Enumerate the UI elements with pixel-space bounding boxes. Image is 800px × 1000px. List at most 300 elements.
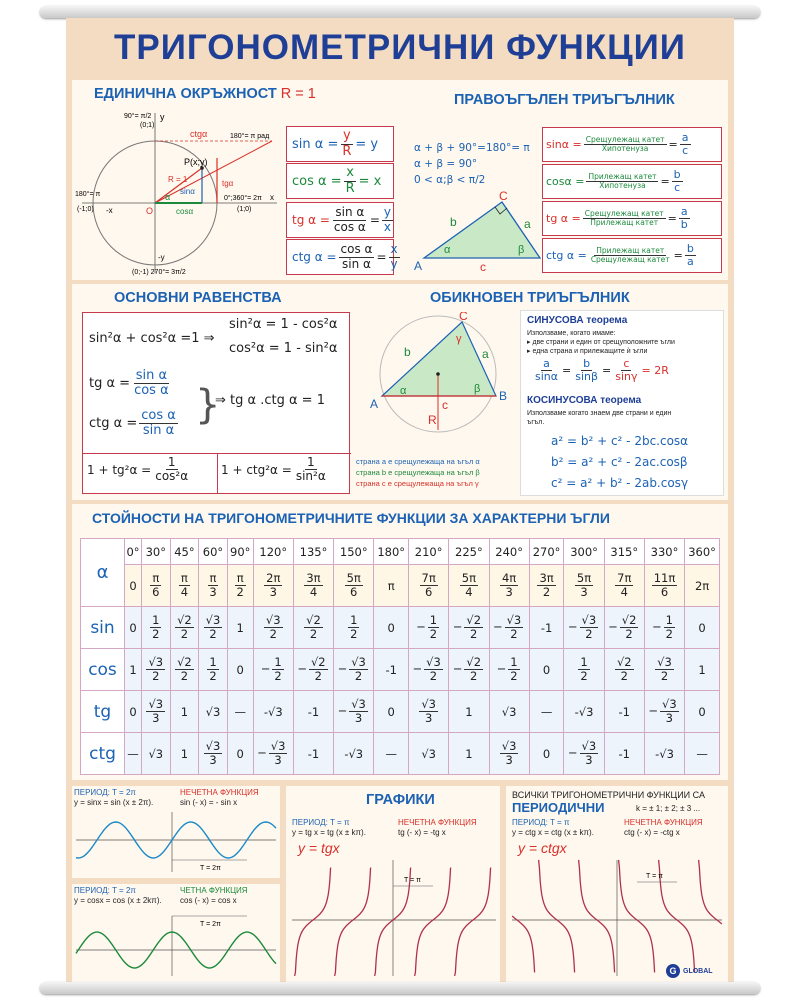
- cosine-theorem-line-1: Използваме когато знаем две страни и един: [527, 410, 672, 417]
- ctg-branch: [659, 860, 695, 972]
- value-cell: 0: [529, 649, 564, 691]
- value-cell: 1: [449, 733, 489, 775]
- label-x: x: [270, 193, 274, 202]
- value-cell: 1: [449, 691, 489, 733]
- sine-a: a: [543, 357, 550, 370]
- label-0-360: 0°;360°= 2π: [224, 195, 262, 202]
- value-cell: -1: [293, 691, 333, 733]
- basic-identities-box: [82, 312, 350, 494]
- row-cos: [81, 649, 720, 691]
- value-cell: 1: [227, 607, 253, 649]
- note-side-b: страна b е срещулежаща на ъгъл β: [356, 468, 480, 477]
- identity-tg-num: 1: [167, 455, 176, 469]
- brace-icon: }: [195, 382, 221, 428]
- degree-cell: 45°: [170, 539, 199, 565]
- value-numerator: 7π: [617, 571, 632, 586]
- formula-tg-num: sin α: [335, 205, 365, 220]
- minus-sign: −: [652, 620, 662, 634]
- value-denominator: 3: [505, 585, 513, 599]
- note-side-a: страна a е срещулежаща на ъгъл α: [356, 457, 480, 466]
- formula-cos-lhs: cos α =: [292, 173, 342, 189]
- value-denominator: 3: [152, 711, 160, 725]
- formula-cos-den: R: [345, 180, 355, 196]
- label-270: (0;-1) 270°= 3π/2: [132, 269, 186, 276]
- ot-vertex-c: C: [459, 312, 468, 323]
- formula-cos-num: x: [346, 165, 354, 181]
- ratio-den: c: [674, 181, 681, 194]
- ratio-num: b: [673, 167, 681, 181]
- value-denominator: 3: [585, 753, 593, 767]
- theorems-box: [520, 310, 724, 496]
- unit-circle-heading-text: ЕДИНИЧНА ОКРЪЖНОСТ: [94, 86, 277, 102]
- value-denominator: 4: [465, 585, 473, 599]
- value-numerator: 7π: [421, 571, 436, 586]
- value-cell: -√3: [253, 691, 293, 733]
- value-cell: -1: [529, 607, 564, 649]
- values-table-heading: СТОЙНОСТИ НА ТРИГОНОМЕТРИЧНИТЕ ФУНКЦИИ ЗА ХАРАКТЕРНИ ЪГЛИ: [92, 510, 610, 526]
- rt-angle-alpha: α: [444, 244, 451, 256]
- value-numerator: 11π: [653, 571, 676, 586]
- formula-ctg-lhs: ctg α =: [292, 250, 337, 264]
- top-hanger-rod: [40, 6, 760, 18]
- degree-cell: 225°: [449, 539, 489, 565]
- ot-side-a: a: [482, 347, 489, 361]
- ctg-branch: [699, 860, 722, 924]
- note-side-c: страна c е срещулежаща на ъгъл γ: [356, 479, 479, 488]
- cos-period-formula: y = cosx = cos (x ± 2kπ).: [74, 896, 162, 905]
- ratio-eq: =: [660, 175, 670, 188]
- section-graphs: [72, 786, 728, 982]
- ctg-def-num: cos α: [141, 408, 176, 423]
- ctg-graph-panel: [506, 786, 728, 982]
- value-cell: [644, 649, 684, 691]
- pythagorean-identity: sin²α + cos²α =1 ⇒: [89, 331, 215, 346]
- formula-ctg-unit: [286, 239, 398, 275]
- poster: [66, 18, 734, 986]
- value-numerator: π: [180, 571, 188, 586]
- value-numerator: 5π: [576, 571, 592, 586]
- ratio-num: b: [686, 241, 694, 255]
- periodic-note-line-2: ПЕРИОДИЧНИ: [512, 800, 605, 815]
- degree-cell: 300°: [564, 539, 604, 565]
- degree-cell: 180°: [374, 539, 409, 565]
- value-numerator: √3: [351, 655, 366, 670]
- ctg-period-title: ПЕРИОД: T = π: [512, 818, 570, 827]
- sin-graph-panel: [72, 786, 280, 878]
- tg-graph: [286, 856, 500, 980]
- degree-cell: 330°: [644, 539, 684, 565]
- sin-odd-title: НЕЧЕТНА ФУНКЦИЯ: [180, 788, 259, 797]
- degree-cell: 240°: [489, 539, 529, 565]
- value-cell: [449, 607, 489, 649]
- sine-theorem-bullet-2: ▸ една страна и прилежащите ѝ ъгли: [527, 348, 648, 355]
- formula-tg-den: cos α: [333, 219, 366, 234]
- formula-tg-eq: =: [369, 213, 380, 227]
- value-numerator: √3: [581, 613, 597, 628]
- rt-angle-beta: β: [518, 244, 525, 256]
- value-numerator: √2: [177, 655, 192, 670]
- value-cell: [334, 691, 374, 733]
- cosine-theorem-text: [527, 409, 671, 427]
- cos-period-label: T = 2π: [200, 921, 221, 928]
- globe-icon: G: [666, 964, 680, 978]
- minus-sign: −: [337, 662, 348, 676]
- ratio-num: a: [680, 204, 688, 218]
- minus-sign: −: [297, 662, 307, 676]
- rt-side-c: c: [480, 260, 486, 274]
- value-denominator: 2: [620, 669, 628, 683]
- publisher-logo: [666, 964, 713, 978]
- formula-cos-unit: [286, 163, 394, 199]
- value-denominator: 2: [429, 669, 438, 683]
- function-name-cell: ctg: [81, 733, 125, 775]
- ordinary-triangle-diagram: [362, 312, 514, 436]
- ctg-graph: [506, 856, 728, 980]
- pythagorean-sin-form: sin²α = 1 - cos²α: [229, 317, 338, 332]
- section-unit-circle-right-triangle: [72, 80, 728, 280]
- value-denominator: 2: [209, 627, 217, 641]
- ot-side-c: c: [442, 398, 448, 412]
- value-numerator: √3: [205, 613, 221, 628]
- ratio-num-words: Прилежащ катет: [588, 171, 657, 181]
- value-cell: 0: [374, 607, 409, 649]
- value-cell: [604, 607, 644, 649]
- ratio-den-words: Срещулежащ катет: [590, 255, 670, 264]
- bottom-hanger-rod: [40, 982, 760, 994]
- value-denominator: 2: [660, 669, 669, 683]
- ctg-definition: [89, 409, 180, 439]
- value-denominator: 3: [354, 711, 363, 725]
- degree-cell: 150°: [334, 539, 374, 565]
- degree-cell: 360°: [685, 539, 720, 565]
- value-denominator: 2: [625, 627, 633, 641]
- value-cell: -1: [374, 649, 409, 691]
- formula-sin-num: y: [343, 128, 351, 144]
- value-numerator: √3: [501, 739, 517, 754]
- value-cell: 0: [125, 691, 142, 733]
- value-denominator: 2: [510, 669, 518, 683]
- value-cell: [409, 691, 449, 733]
- value-denominator: 2: [269, 627, 277, 641]
- value-denominator: 2: [585, 627, 593, 641]
- divider-vertical: [217, 453, 218, 493]
- right-triangle-angle-facts: [414, 140, 530, 188]
- value-denominator: 2: [180, 669, 189, 683]
- value-numerator: 1: [274, 655, 282, 670]
- formula-tg-num2: y: [383, 205, 392, 220]
- value-numerator: 1: [510, 655, 518, 670]
- cos-period-title: ПЕРИОД: T = 2π: [74, 886, 136, 895]
- radian-cell: 0: [125, 565, 142, 607]
- label-y: y: [160, 112, 165, 122]
- label-alpha: α: [165, 192, 171, 202]
- label-ctg: ctgα: [190, 129, 208, 139]
- value-numerator: π: [209, 571, 217, 586]
- value-denominator: 2: [470, 669, 478, 683]
- tg-graph-label: y = tgx: [298, 840, 340, 856]
- value-numerator: √2: [466, 655, 482, 670]
- tg-odd-title: НЕЧЕТНА ФУНКЦИЯ: [398, 818, 477, 827]
- radian-cell: [227, 565, 253, 607]
- tg-graph-panel: [286, 786, 500, 982]
- value-cell: -√3: [334, 733, 374, 775]
- sine-c: c: [623, 357, 630, 370]
- value-numerator: 1: [665, 613, 673, 628]
- ot-vertex-b: B: [499, 389, 508, 403]
- value-denominator: 2: [542, 585, 551, 599]
- identity-ctg-den: sin²α: [295, 469, 326, 484]
- value-denominator: 2: [665, 627, 673, 641]
- ratio-den: a: [686, 255, 694, 268]
- ratio-num-words: Прилежащ катет: [596, 245, 665, 255]
- formula-ctg-den: sin α: [342, 256, 371, 271]
- tg-period-formula: y = tg x = tg (x ± kπ).: [292, 828, 366, 837]
- ot-angle-beta: β: [474, 383, 481, 395]
- value-numerator: √2: [310, 655, 326, 670]
- rt-vertex-c: C: [499, 190, 508, 203]
- value-cell: [564, 607, 604, 649]
- value-denominator: 3: [505, 753, 513, 767]
- value-numerator: 4π: [501, 571, 517, 586]
- value-cell: [253, 607, 293, 649]
- value-denominator: 4: [620, 585, 628, 599]
- value-denominator: 2: [152, 627, 160, 641]
- ot-angle-gamma: γ: [456, 333, 462, 345]
- ratio-box-0: [542, 127, 722, 162]
- formula-tg-den2: x: [383, 219, 392, 234]
- value-numerator: √3: [148, 697, 164, 712]
- value-numerator: √3: [148, 655, 164, 670]
- value-denominator: 3: [209, 585, 217, 599]
- label-90: 90°= π/2: [124, 113, 152, 120]
- ratio-box-3: [542, 238, 722, 273]
- ctg-odd-title: НЕЧЕТНА ФУНКЦИЯ: [624, 818, 703, 827]
- rt-side-b: b: [450, 215, 457, 229]
- formula-cos-rhs: = x: [358, 173, 382, 189]
- radian-cell: [564, 565, 604, 607]
- value-cell: [334, 649, 374, 691]
- function-name-cell: sin: [81, 607, 125, 649]
- value-denominator: 2: [350, 627, 358, 641]
- ratio-eq: =: [668, 138, 678, 151]
- radians-row: [81, 565, 720, 607]
- periodic-note-line-1: ВСИЧКИ ТРИГОНОМЕТРИЧНИ ФУНКЦИИ СА: [512, 790, 705, 800]
- value-cell: [449, 649, 489, 691]
- ctg-def-lhs: ctg α =: [89, 416, 138, 432]
- ratio-lhs: ctg α =: [546, 249, 587, 262]
- label-0-1: (0;1): [140, 122, 155, 129]
- value-denominator: 2: [510, 627, 518, 641]
- radian-cell: [199, 565, 228, 607]
- value-cell: [142, 691, 171, 733]
- minus-sign: −: [260, 662, 271, 676]
- radian-cell: 2π: [685, 565, 720, 607]
- tg-odd-formula: tg (- x) = -tg x: [398, 828, 446, 837]
- poster-title: ТРИГОНОМЕТРИЧНИ ФУНКЦИИ: [114, 28, 686, 67]
- degree-cell: 135°: [293, 539, 333, 565]
- radian-cell: [253, 565, 293, 607]
- value-denominator: 2: [236, 585, 244, 599]
- value-cell: 1: [125, 649, 142, 691]
- formula-sin-unit: [286, 126, 394, 162]
- value-cell: —: [374, 733, 409, 775]
- value-cell: √3: [409, 733, 449, 775]
- value-numerator: 1: [429, 613, 438, 628]
- value-cell: [489, 733, 529, 775]
- radian-cell: [529, 565, 564, 607]
- value-denominator: 3: [424, 711, 433, 725]
- ratio-lhs: sinα =: [546, 138, 582, 151]
- value-numerator: √3: [270, 739, 286, 754]
- label-m1-0: (-1;0): [77, 206, 94, 213]
- radian-cell: [293, 565, 333, 607]
- value-cell: [644, 691, 684, 733]
- row-tg: [81, 691, 720, 733]
- label-r-1: R = 1: [168, 175, 188, 184]
- label-180-left: 180°= π: [75, 191, 101, 198]
- rt-side-a: a: [524, 217, 531, 231]
- value-cell: —: [125, 733, 142, 775]
- value-denominator: 2: [354, 669, 363, 683]
- cos-even-formula: cos (- x) = cos x: [180, 896, 237, 905]
- side-notes: [356, 456, 480, 489]
- value-cell: [604, 649, 644, 691]
- value-denominator: 2: [314, 669, 322, 683]
- value-cell: —: [529, 691, 564, 733]
- degree-cell: 90°: [227, 539, 253, 565]
- value-numerator: √3: [351, 697, 366, 712]
- unit-circle-radius-label: R = 1: [280, 86, 316, 102]
- value-denominator: 4: [180, 585, 189, 599]
- radian-cell: [334, 565, 374, 607]
- ot-side-b: b: [404, 345, 411, 359]
- sin-period-formula: y = sinx = sin (x ± 2π).: [74, 798, 154, 807]
- value-denominator: 6: [660, 585, 669, 599]
- value-numerator: √2: [306, 613, 321, 628]
- value-denominator: 2: [209, 669, 217, 683]
- sine-theorem-formula: $\frac{a}{\sin\alpha}$ = $\frac{b}{\sin\beta}$ = $\frac{c}{\sin\gamma}$ = 2R: [535, 357, 669, 384]
- value-cell: [644, 607, 684, 649]
- tg-period-label: T = π: [404, 877, 421, 884]
- value-denominator: 3: [665, 711, 673, 725]
- right-triangle-diagram: [412, 190, 552, 275]
- value-cell: -1: [293, 733, 333, 775]
- formula-sin-den: R: [342, 143, 352, 159]
- ratio-eq: =: [673, 249, 683, 262]
- degree-cell: 120°: [253, 539, 293, 565]
- sine-sinc: sinγ: [615, 370, 638, 384]
- ratio-lhs: tg α =: [546, 212, 581, 225]
- cosine-theorem-formulas: [551, 431, 688, 494]
- value-denominator: 3: [209, 753, 217, 767]
- degrees-row: [81, 539, 720, 565]
- value-cell: [334, 607, 374, 649]
- degree-cell: 315°: [604, 539, 644, 565]
- label-cos: cosα: [176, 207, 194, 216]
- minus-sign: −: [567, 746, 578, 760]
- value-denominator: 2: [580, 669, 588, 683]
- identity-tg-den: cos²α: [155, 469, 189, 484]
- cos-even-title: ЧЕТНА ФУНКЦИЯ: [180, 886, 248, 895]
- label-origin: O: [146, 206, 154, 216]
- sin-period-label: T = 2π: [200, 865, 221, 872]
- label-point-p: P(x;y): [184, 157, 208, 167]
- ratio-num-words: Срещулежащ катет: [584, 208, 664, 218]
- formula-ctg-num: cos α: [340, 242, 373, 257]
- label-neg-y: -y: [158, 253, 165, 262]
- label-1-0: (1;0): [237, 206, 252, 213]
- rt-vertex-a: A: [414, 259, 423, 273]
- value-cell: √3: [199, 691, 228, 733]
- value-cell: [142, 649, 171, 691]
- ctg-period-label: T = π: [646, 873, 663, 880]
- value-cell: [253, 733, 293, 775]
- row-sin: [81, 607, 720, 649]
- value-denominator: 3: [274, 753, 282, 767]
- pythagorean-cos-form: cos²α = 1 - sin²α: [229, 341, 338, 356]
- ctg-odd-formula: ctg (- x) = -ctg x: [624, 828, 680, 837]
- sine-theorem-title: СИНУСОВА теорема: [527, 315, 628, 326]
- sine-2r: = 2R: [641, 364, 669, 378]
- value-denominator: 4: [309, 585, 318, 599]
- value-numerator: √3: [205, 739, 221, 754]
- degree-cell: 210°: [409, 539, 449, 565]
- identity-tg-lhs: 1 + tg²α =: [87, 462, 152, 477]
- ratio-den-words: Хипотенуза: [599, 181, 646, 190]
- label-180-top: 180°= π рад: [230, 133, 270, 140]
- value-cell: [170, 649, 199, 691]
- minus-sign: −: [412, 662, 423, 676]
- cosine-theorem-line-2: ъгъл.: [527, 419, 545, 426]
- value-cell: 0: [227, 649, 253, 691]
- periodic-k-values: k = ± 1; ± 2; ± 3 ...: [636, 804, 701, 813]
- function-name-cell: cos: [81, 649, 125, 691]
- value-cell: —: [685, 733, 720, 775]
- ot-angle-alpha: α: [400, 385, 407, 397]
- value-cell: 0: [227, 733, 253, 775]
- radian-cell: [170, 565, 199, 607]
- value-cell: √3: [142, 733, 171, 775]
- value-numerator: 1: [580, 655, 588, 670]
- value-cell: [293, 649, 333, 691]
- radian-cell: π: [374, 565, 409, 607]
- value-numerator: √3: [657, 655, 672, 670]
- unit-circle-heading: [94, 86, 316, 102]
- formula-ctg-num2: x: [390, 242, 398, 257]
- alpha-header: α: [81, 539, 125, 607]
- formula-sin-rhs: = y: [355, 136, 379, 152]
- value-numerator: π: [152, 571, 160, 586]
- ratio-box-2: [542, 201, 722, 236]
- value-cell: -1: [604, 733, 644, 775]
- sine-theorem-intro: Използваме, когато имаме:: [527, 330, 616, 337]
- value-numerator: √3: [265, 613, 281, 628]
- ctg-def-den: sin α: [142, 423, 175, 439]
- value-denominator: 2: [152, 669, 160, 683]
- value-cell: -√3: [644, 733, 684, 775]
- value-cell: 0: [125, 607, 142, 649]
- radian-cell: [449, 565, 489, 607]
- value-denominator: 3: [580, 585, 588, 599]
- minus-sign: −: [648, 704, 658, 718]
- ctg-branch: [512, 916, 534, 972]
- ratio-lhs: cosα =: [546, 175, 585, 188]
- value-numerator: √2: [466, 613, 482, 628]
- value-numerator: √2: [621, 613, 637, 628]
- value-cell: -1: [604, 691, 644, 733]
- formula-ctg-den2: y: [390, 256, 398, 271]
- tg-def-den: cos α: [134, 383, 169, 399]
